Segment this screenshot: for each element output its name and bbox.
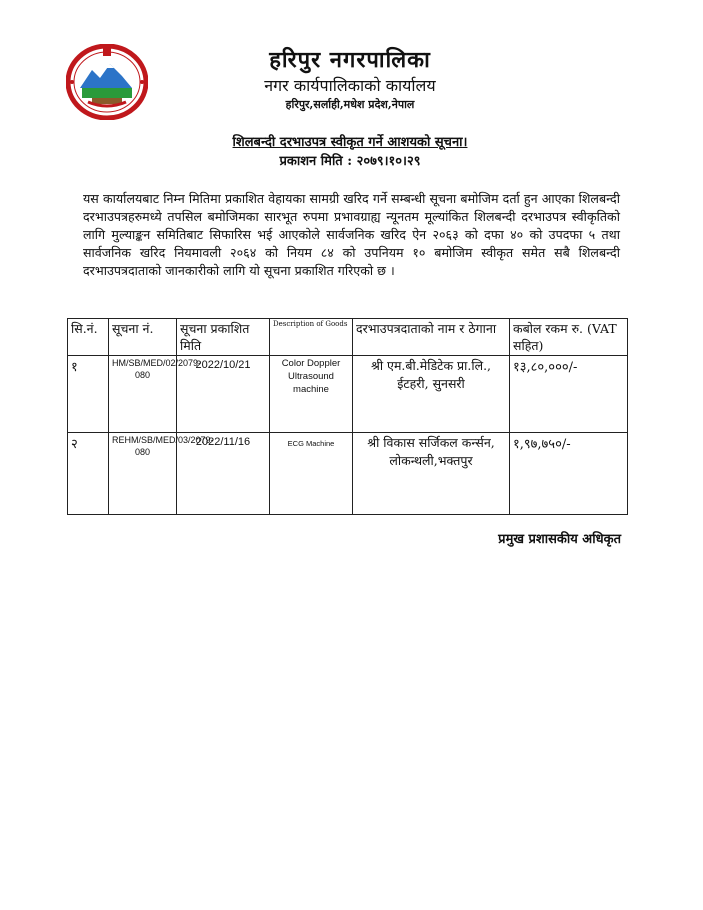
cell-notice-no: HM/SB/MED/02/2079-080: [109, 356, 177, 433]
table-row: [68, 433, 628, 515]
office-name: नगर कार्यपालिकाको कार्यालय: [264, 76, 436, 95]
bid-table: [67, 318, 628, 515]
cell-sn: १: [68, 356, 109, 433]
cell-date: 2022/10/21: [177, 356, 270, 433]
col-header-date: सूचना प्रकाशित मिति: [177, 319, 270, 356]
col-header-amount: कबोल रकम रु. (VAT सहित): [510, 319, 628, 356]
cell-date: 2022/11/16: [177, 433, 270, 515]
col-header-sn: सि.नं.: [68, 319, 109, 356]
table-header-row: [68, 319, 628, 356]
cell-amount: १३,८०,०००/-: [510, 356, 628, 433]
cell-vendor: श्री विकास सर्जिकल कर्न्सन, लोकन्थली,भक्तपुर: [353, 433, 510, 515]
published-date: प्रकाशन मिति : २०७९।१०।२९: [279, 154, 421, 169]
table-row: [68, 356, 628, 433]
cell-sn: २: [68, 433, 109, 515]
signatory-title: प्रमुख प्रशासकीय अधिकृत: [498, 532, 621, 547]
municipality-emblem: [66, 44, 148, 120]
col-header-notice-no: सूचना नं.: [109, 319, 177, 356]
notice-body: यस कार्यालयबाट निम्न मितिमा प्रकाशित वेहायका सामग्री खरिद गर्ने सम्बन्धी सूचना बमोजिम दर्ता हुन आएका शिलबन्दी दरभाउपत्रहरुमध्ये तपसिल बमोजिमका सारभूत रुपमा प्रभावग्राह्य न्यूनतम मूल्यांकित शिलबन्दी दरभाउपत्र स्वीकृतिको लागि मुल्याङ्कन समितिबाट सिफारिस भई आएकोले सार्वजनिक खरिद ऐन २०६३ को दफा ४० को उपदफा ५ तथा सार्वजनिक खरिद नियमावली २०६४ को नियम ८४ को उपनियम १० बमोजिम स्वीकृत समेत सबै शिलबन्दी दरभाउपत्रदाताको जानकारीको लागि यो सूचना प्रकाशित गरिएको छ ।: [83, 191, 620, 278]
cell-amount: १,९७,७५०/-: [510, 433, 628, 515]
municipality-name: हरिपुर नगरपालिका: [269, 47, 431, 73]
cell-notice-no: REHM/SB/MED/03/2079-080: [109, 433, 177, 515]
notice-title-suffix: ।: [462, 135, 468, 150]
notice-title: [150, 132, 550, 150]
col-header-vendor: दरभाउपत्रदाताको नाम र ठेगाना: [353, 319, 510, 356]
notice-title-text: शिलबन्दी दरभाउपत्र स्वीकृत गर्ने आशयको सूचना: [232, 135, 463, 150]
cell-description: ECG Machine: [270, 433, 353, 515]
office-address: हरिपुर,सर्लाही,मधेश प्रदेश,नेपाल: [285, 98, 415, 111]
col-header-description: Description of Goods: [270, 319, 353, 356]
cell-description: Color Doppler Ultrasound machine: [270, 356, 353, 433]
cell-vendor: श्री एम.बी.मेडिटेक प्रा.लि., ईटहरी, सुनसरी: [353, 356, 510, 433]
